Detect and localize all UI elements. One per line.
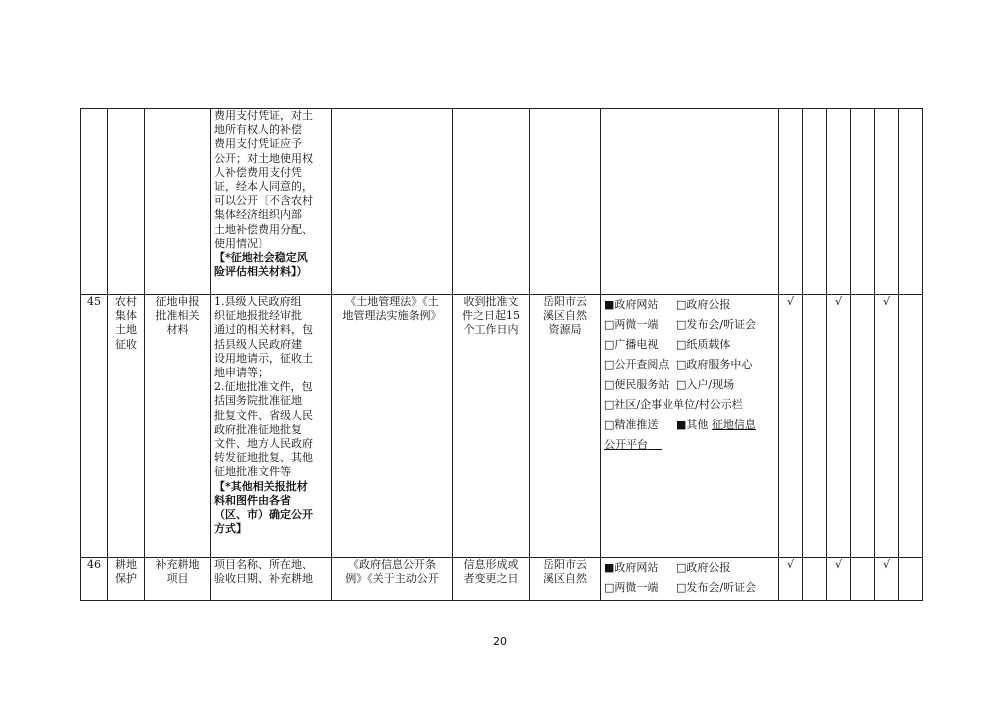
channel-option: □发布会/听证会 — [676, 318, 757, 331]
cell-time — [453, 558, 530, 601]
cell-check — [875, 109, 899, 295]
content-line: 验收日期、补充耕地 — [214, 572, 313, 586]
content-line: 费用支付凭证，对土 — [214, 109, 313, 122]
channel-option: □便民服务站 — [604, 378, 670, 391]
cell-content — [211, 558, 332, 601]
basis-line: 地管理法实施条例》 — [342, 309, 442, 323]
cell-basis — [332, 295, 453, 558]
cell-num — [81, 109, 108, 295]
check-cell — [851, 558, 875, 601]
time-line: 收到批准文 — [463, 295, 519, 308]
basis-line: 《政府信息公开条 — [348, 558, 436, 571]
check-cell: √ — [875, 558, 899, 601]
check-cell — [899, 558, 923, 601]
subject-line: 溪区自然 — [543, 572, 587, 586]
check-cell — [851, 295, 875, 558]
channel-row — [604, 395, 775, 415]
content-line: 公开；对土地使用权 — [214, 151, 313, 165]
category-line: 农村 — [115, 295, 137, 308]
channel-row — [604, 435, 775, 455]
content-line: 设用地请示，征收土 — [214, 351, 313, 365]
content-line: 人补偿费用支付凭 — [214, 165, 302, 179]
cell-channel — [601, 558, 779, 601]
time-line: 者变更之日 — [463, 572, 519, 586]
basis-line: 《土地管理法》《土 — [345, 295, 439, 308]
disclosure-table — [80, 108, 923, 601]
cell-item — [145, 295, 211, 558]
channel-row — [604, 375, 775, 395]
page-number: 20 — [493, 635, 507, 648]
category-line: 耕地 — [115, 558, 137, 571]
channel-option: □政府公报 — [676, 561, 731, 574]
content-line: 证，经本人同意的， — [214, 180, 313, 194]
content-line: 批复文件、省级人民 — [214, 408, 313, 422]
cell-time — [453, 295, 530, 558]
cell-check — [827, 109, 851, 295]
table-row — [81, 558, 923, 601]
cell-item — [145, 109, 211, 295]
content-line: 1.县级人民政府组 — [214, 295, 302, 308]
content-line: 政府批准征地批复 — [214, 422, 302, 436]
cell-check — [851, 109, 875, 295]
content-line: 括国务院批准征地 — [214, 394, 302, 408]
cell-content — [211, 109, 332, 295]
content-line: 地申请等； — [214, 366, 269, 380]
time-line: 信息形成或 — [463, 558, 519, 571]
time-line: 件之日起15 — [462, 309, 520, 323]
cell-category — [108, 558, 145, 601]
cell-subject — [530, 109, 601, 295]
cell-basis — [332, 109, 453, 295]
channel-option: □精准推送 — [604, 418, 659, 431]
table-row — [81, 295, 923, 558]
channel-row — [604, 558, 775, 578]
cell-num: 45 — [81, 295, 108, 558]
channel-row — [604, 315, 775, 335]
content-note-line: 方式】 — [214, 522, 247, 536]
table-row — [81, 109, 923, 295]
channel-option: □广播电视 — [604, 338, 659, 351]
content-line: 费用支付凭证应予 — [214, 137, 302, 151]
cell-check — [779, 109, 803, 295]
channel-option: □入户/现场 — [676, 378, 735, 391]
time-line: 个工作日内 — [463, 323, 519, 337]
channel-option: □政府公报 — [676, 298, 731, 311]
item-line: 补充耕地 — [155, 558, 200, 571]
content-line: 通过的相关材料，包 — [214, 323, 313, 337]
cell-item — [145, 558, 211, 601]
subject-line: 岳阳市云 — [543, 558, 587, 571]
category-line: 土地 — [115, 323, 137, 337]
channel-option: ■政府网站 — [604, 298, 659, 311]
cell-content — [211, 295, 332, 558]
cell-channel — [601, 295, 779, 558]
content-line: 使用情况〕 — [214, 236, 269, 250]
channel-option: □纸质载体 — [676, 338, 731, 351]
channel-row — [604, 578, 775, 598]
check-cell — [803, 558, 827, 601]
item-line: 征地申报 — [155, 295, 200, 308]
cell-num: 46 — [81, 558, 108, 601]
content-line: 文件、地方人民政府 — [214, 437, 313, 451]
cell-check — [803, 109, 827, 295]
channel-option: □社区/企事业单位/村公示栏 — [604, 398, 743, 411]
content-line: 括县级人民政府建 — [214, 337, 302, 351]
channel-option: □公开查阅点 — [604, 358, 670, 371]
cell-category — [108, 295, 145, 558]
content-line: 地所有权人的补偿 — [214, 123, 302, 137]
check-cell — [899, 295, 923, 558]
content-line: 织征地报批经审批 — [214, 309, 302, 323]
content-note-line: 险评估相关材料】） — [214, 265, 308, 279]
content-line: 土地补偿费用分配、 — [214, 222, 313, 236]
cell-channel — [601, 109, 779, 295]
channel-option: □两微一端 — [604, 318, 659, 331]
check-cell: √ — [827, 558, 851, 601]
subject-line: 溪区自然 — [543, 309, 587, 323]
content-note-line: 【*其他相关报批材 — [214, 479, 308, 493]
check-cell — [803, 295, 827, 558]
cell-category — [108, 109, 145, 295]
channel-row — [604, 295, 775, 315]
channel-other-text: 征地信息 — [711, 418, 756, 431]
channel-row — [604, 335, 775, 355]
cell-check — [899, 109, 923, 295]
check-cell: √ — [779, 558, 803, 601]
channel-option: ■其他 — [676, 418, 709, 431]
content-note-line: （区、市）确定公开 — [214, 508, 313, 522]
item-line: 材料 — [166, 323, 189, 337]
item-line: 项目 — [166, 572, 189, 586]
basis-line: 例》《关于主动公开 — [345, 572, 439, 586]
channel-option: ■政府网站 — [604, 561, 659, 574]
subject-line: 资源局 — [548, 323, 582, 337]
subject-line: 岳阳市云 — [543, 295, 587, 308]
content-line: 征地批准文件等 — [214, 465, 291, 479]
category-line: 集体 — [115, 309, 137, 323]
cell-subject — [530, 558, 601, 601]
channel-other-text: 公开平台 — [604, 438, 648, 451]
cell-time — [453, 109, 530, 295]
content-line: 2.征地批准文件，包 — [214, 380, 313, 394]
category-line: 保护 — [115, 572, 137, 586]
content-note-line: 【*征地社会稳定风 — [214, 251, 308, 265]
content-line: 项目名称、所在地、 — [214, 558, 313, 571]
channel-option: □两微一端 — [604, 581, 659, 594]
check-cell: √ — [827, 295, 851, 558]
content-line: 可以公开〔不含农村 — [214, 194, 313, 208]
cell-subject — [530, 295, 601, 558]
content-line: 转发征地批复、其他 — [214, 451, 313, 465]
check-cell: √ — [779, 295, 803, 558]
content-line: 集体经济组织内部 — [214, 208, 302, 222]
item-line: 批准相关 — [155, 309, 200, 323]
cell-basis — [332, 558, 453, 601]
channel-row — [604, 415, 775, 435]
channel-option: □政府服务中心 — [676, 358, 753, 371]
check-cell: √ — [875, 295, 899, 558]
content-note-line: 料和图件由各省 — [214, 493, 291, 507]
channel-option: □发布会/听证会 — [676, 581, 757, 594]
category-line: 征收 — [115, 337, 137, 351]
channel-row — [604, 355, 775, 375]
